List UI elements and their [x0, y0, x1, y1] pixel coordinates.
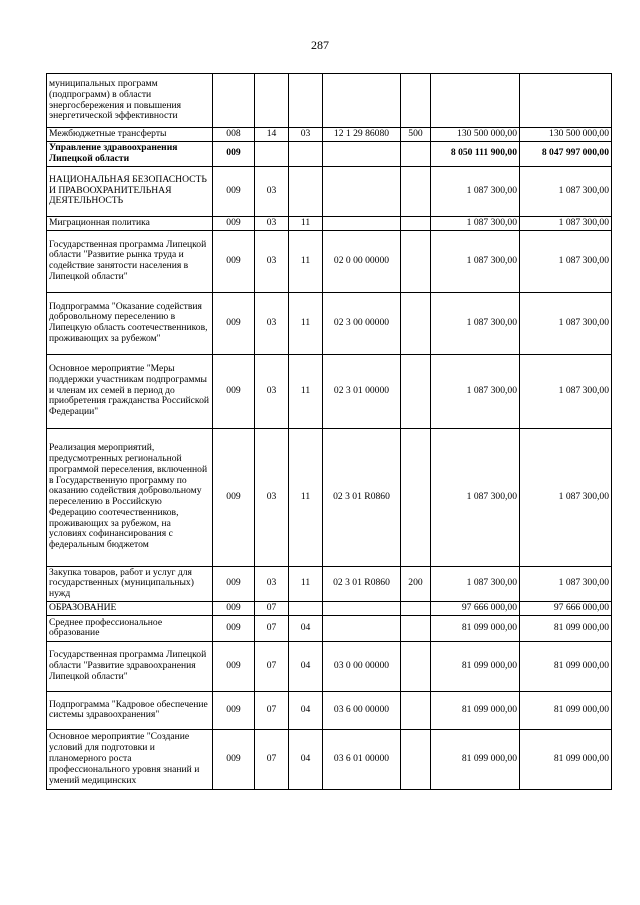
row-rz: 07	[255, 729, 289, 789]
row-vr	[401, 292, 431, 354]
row-pr: 04	[289, 691, 323, 729]
row-pr	[289, 74, 323, 128]
row-sum-2: 130 500 000,00	[520, 128, 612, 142]
budget-table	[46, 73, 612, 790]
row-pr: 04	[289, 729, 323, 789]
row-pr: 11	[289, 230, 323, 292]
row-name: Государственная программа Липецкой области "Развитие рынка труда и содействие занятости населения в Липецкой области"	[47, 230, 213, 292]
row-sum-2: 81 099 000,00	[520, 691, 612, 729]
row-gr: 009	[213, 166, 255, 216]
row-vr	[401, 74, 431, 128]
table-row	[47, 428, 612, 566]
row-vr	[401, 354, 431, 428]
row-csr	[323, 142, 401, 167]
row-gr: 009	[213, 729, 255, 789]
row-gr	[213, 74, 255, 128]
table-row	[47, 142, 612, 167]
row-sum-2: 1 087 300,00	[520, 566, 612, 601]
row-pr: 04	[289, 641, 323, 691]
row-name: Среднее профессиональное образование	[47, 615, 213, 641]
row-rz: 14	[255, 128, 289, 142]
row-gr: 009	[213, 142, 255, 167]
row-gr: 009	[213, 615, 255, 641]
row-vr	[401, 216, 431, 230]
row-rz: 03	[255, 166, 289, 216]
row-rz: 07	[255, 615, 289, 641]
row-csr: 02 3 00 00000	[323, 292, 401, 354]
row-sum-2: 1 087 300,00	[520, 216, 612, 230]
row-sum-2: 1 087 300,00	[520, 166, 612, 216]
row-csr: 03 0 00 00000	[323, 641, 401, 691]
row-sum-2: 8 047 997 000,00	[520, 142, 612, 167]
row-rz	[255, 142, 289, 167]
row-sum-2: 1 087 300,00	[520, 428, 612, 566]
row-name: Подпрограмма "Кадровое обеспечение системы здравоохранения"	[47, 691, 213, 729]
row-sum-1: 8 050 111 900,00	[431, 142, 520, 167]
row-name: Управление здравоохранения Липецкой области	[47, 142, 213, 167]
row-sum-1: 1 087 300,00	[431, 216, 520, 230]
row-gr: 009	[213, 216, 255, 230]
row-vr	[401, 691, 431, 729]
row-csr	[323, 615, 401, 641]
row-sum-1: 81 099 000,00	[431, 729, 520, 789]
row-csr	[323, 74, 401, 128]
row-sum-2: 97 666 000,00	[520, 601, 612, 615]
row-name: муниципальных программ (подпрограмм) в области энергосбережения и повышения энергетической эффективности	[47, 74, 213, 128]
row-sum-2: 1 087 300,00	[520, 354, 612, 428]
row-rz: 03	[255, 428, 289, 566]
row-pr	[289, 601, 323, 615]
table-row	[47, 691, 612, 729]
row-sum-1: 81 099 000,00	[431, 615, 520, 641]
row-sum-2: 81 099 000,00	[520, 641, 612, 691]
row-rz: 07	[255, 601, 289, 615]
row-vr	[401, 601, 431, 615]
table-row	[47, 601, 612, 615]
row-sum-1: 1 087 300,00	[431, 166, 520, 216]
row-sum-1: 1 087 300,00	[431, 230, 520, 292]
row-rz: 03	[255, 354, 289, 428]
row-sum-1	[431, 74, 520, 128]
row-sum-1: 81 099 000,00	[431, 641, 520, 691]
row-csr	[323, 601, 401, 615]
row-gr: 009	[213, 566, 255, 601]
table-row	[47, 166, 612, 216]
row-pr: 04	[289, 615, 323, 641]
row-sum-1: 97 666 000,00	[431, 601, 520, 615]
table-row	[47, 128, 612, 142]
row-pr: 11	[289, 354, 323, 428]
row-rz: 03	[255, 230, 289, 292]
row-sum-1: 1 087 300,00	[431, 354, 520, 428]
row-csr	[323, 166, 401, 216]
row-rz: 03	[255, 216, 289, 230]
row-sum-2	[520, 74, 612, 128]
row-vr	[401, 641, 431, 691]
row-name: НАЦИОНАЛЬНАЯ БЕЗОПАСНОСТЬ И ПРАВООХРАНИТЕЛЬНАЯ ДЕЯТЕЛЬНОСТЬ	[47, 166, 213, 216]
row-vr	[401, 729, 431, 789]
row-vr: 200	[401, 566, 431, 601]
row-vr	[401, 428, 431, 566]
row-pr: 11	[289, 292, 323, 354]
row-rz: 07	[255, 691, 289, 729]
table-row	[47, 566, 612, 601]
row-gr: 009	[213, 292, 255, 354]
row-name: Подпрограмма "Оказание содействия добровольному переселению в Липецкую область соотечественников, проживающих за рубежом"	[47, 292, 213, 354]
row-name: Основное мероприятие "Меры поддержки участникам подпрограммы и членам их семей в период до приобретения гражданства Российской Федерации"	[47, 354, 213, 428]
row-rz: 03	[255, 292, 289, 354]
row-name: Реализация мероприятий, предусмотренных региональной программой переселения, включенной в Государственную программу по оказанию содействия добровольному переселению в Российскую Федерацию соотечественников, проживающих за рубежом, на условиях софинансирования с федеральным бюджетом	[47, 428, 213, 566]
row-csr: 02 3 01 00000	[323, 354, 401, 428]
row-csr: 02 3 01 R0860	[323, 428, 401, 566]
table-row	[47, 230, 612, 292]
row-name: Государственная программа Липецкой области "Развитие здравоохранения Липецкой области"	[47, 641, 213, 691]
row-sum-2: 1 087 300,00	[520, 292, 612, 354]
row-gr: 009	[213, 601, 255, 615]
row-sum-2: 81 099 000,00	[520, 615, 612, 641]
row-sum-2: 81 099 000,00	[520, 729, 612, 789]
table-row	[47, 216, 612, 230]
row-vr	[401, 166, 431, 216]
row-pr: 03	[289, 128, 323, 142]
row-vr	[401, 230, 431, 292]
row-sum-1: 1 087 300,00	[431, 292, 520, 354]
table-row	[47, 354, 612, 428]
row-vr: 500	[401, 128, 431, 142]
table-row	[47, 729, 612, 789]
row-rz: 07	[255, 641, 289, 691]
row-gr: 009	[213, 230, 255, 292]
row-gr: 009	[213, 354, 255, 428]
row-pr	[289, 166, 323, 216]
row-csr: 02 3 01 R0860	[323, 566, 401, 601]
row-gr: 009	[213, 691, 255, 729]
row-sum-1: 1 087 300,00	[431, 428, 520, 566]
table-row	[47, 615, 612, 641]
row-pr: 11	[289, 216, 323, 230]
row-name: Основное мероприятие "Создание условий для подготовки и планомерного роста профессионального уровня знаний и умений медицинских	[47, 729, 213, 789]
row-sum-1: 1 087 300,00	[431, 566, 520, 601]
row-csr: 12 1 29 86080	[323, 128, 401, 142]
row-pr	[289, 142, 323, 167]
row-csr: 02 0 00 00000	[323, 230, 401, 292]
page-number: 287	[311, 38, 329, 52]
row-sum-2: 1 087 300,00	[520, 230, 612, 292]
row-csr	[323, 216, 401, 230]
row-pr: 11	[289, 428, 323, 566]
table-row	[47, 74, 612, 128]
row-vr	[401, 615, 431, 641]
row-rz	[255, 74, 289, 128]
row-pr: 11	[289, 566, 323, 601]
row-name: Закупка товаров, работ и услуг для государственных (муниципальных) нужд	[47, 566, 213, 601]
row-gr: 009	[213, 641, 255, 691]
row-name: Миграционная политика	[47, 216, 213, 230]
row-csr: 03 6 00 00000	[323, 691, 401, 729]
row-name: ОБРАЗОВАНИЕ	[47, 601, 213, 615]
table-row	[47, 292, 612, 354]
row-sum-1: 81 099 000,00	[431, 691, 520, 729]
row-gr: 008	[213, 128, 255, 142]
table-row	[47, 641, 612, 691]
row-csr: 03 6 01 00000	[323, 729, 401, 789]
row-sum-1: 130 500 000,00	[431, 128, 520, 142]
row-gr: 009	[213, 428, 255, 566]
row-name: Межбюджетные трансферты	[47, 128, 213, 142]
row-rz: 03	[255, 566, 289, 601]
row-vr	[401, 142, 431, 167]
